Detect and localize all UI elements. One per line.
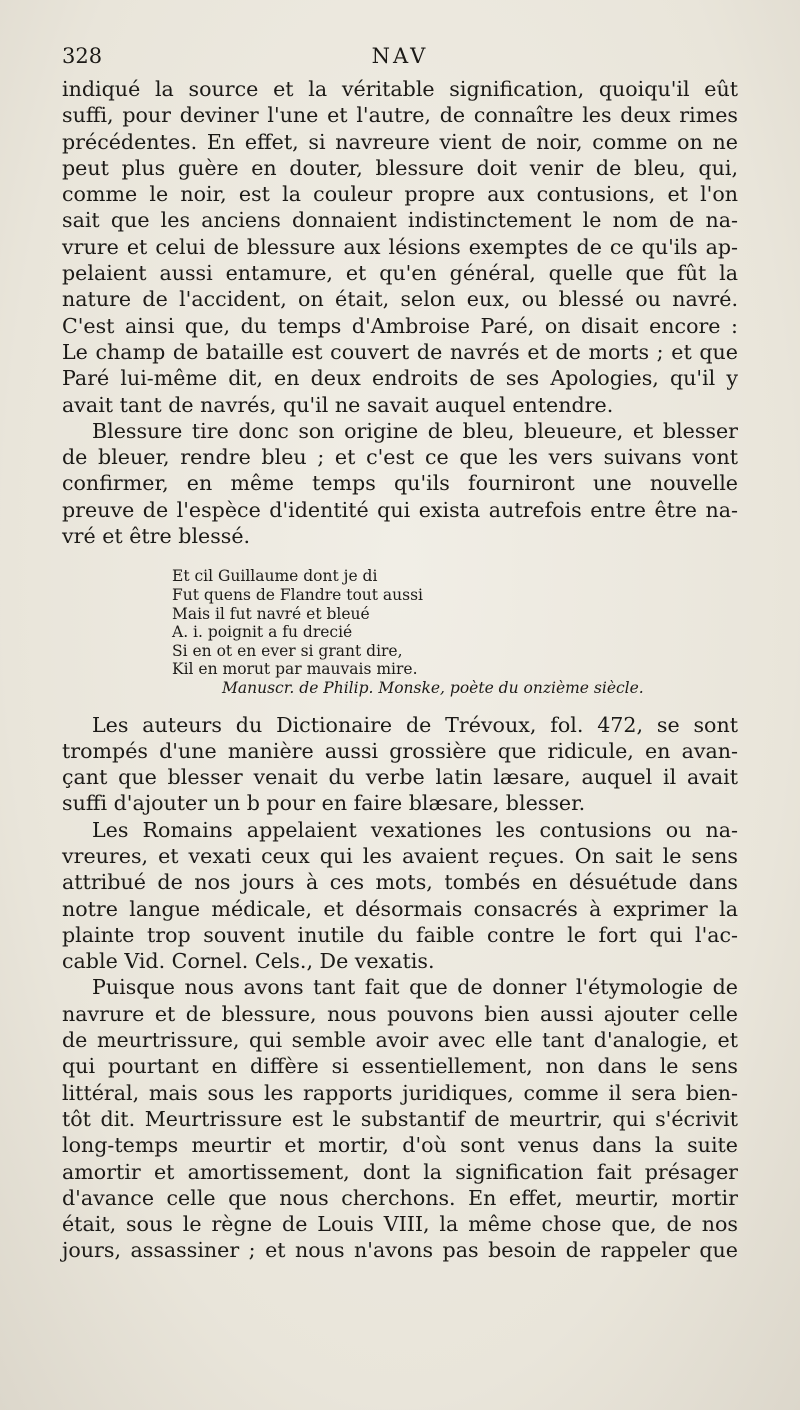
text-line: amortir et amortissement, dont la signification fait présager [62, 1159, 738, 1184]
paragraph-1 [62, 76, 738, 418]
text-line: de meurtrissure, qui semble avoir avec elle tant d'analogie, et [62, 1028, 738, 1053]
page-body [62, 76, 738, 1264]
text-line: confirmer, en même temps qu'ils fourniront une nouvelle [62, 471, 738, 496]
text-line: avait tant de navrés, qu'il ne savait auquel entendre. [62, 392, 614, 417]
verse-line: Et cil Guillaume dont je di [172, 567, 378, 586]
verse-line: A. i. poignit a fu drecié [172, 623, 353, 642]
text-line: pelaient aussi entamure, et qu'en général, quelle que fût la [62, 261, 738, 286]
text-line: était, sous le règne de Louis VIII, la même chose que, de nos [62, 1212, 738, 1237]
text-line: preuve de l'espèce d'identité qui exista autrefois entre être na- [62, 497, 738, 522]
text-line: C'est ainsi que, du temps d'Ambroise Paré, on disait encore : [62, 313, 738, 338]
text-line: Les auteurs du Dictionaire de Trévoux, fol. 472, se sont [92, 712, 738, 737]
text-line: vreures, et vexati ceux qui les avaient reçues. On sait le sens [62, 843, 738, 868]
text-line: Paré lui-même dit, en deux endroits de ses Apologies, qu'il y [62, 366, 738, 391]
text-line: plainte trop souvent inutile du faible contre le fort qui l'ac- [62, 922, 738, 947]
text-line: çant que blesser venait du verbe latin læsare, auquel il avait [62, 765, 738, 790]
text-line: tôt dit. Meurtrissure est le substantif de meurtrir, qui s'écrivit [62, 1106, 738, 1131]
verse-line: Fut quens de Flandre tout aussi [172, 585, 424, 604]
text-line: notre langue médicale, et désormais consacrés à exprimer la [62, 896, 738, 921]
paragraph-4 [62, 817, 738, 975]
paragraph-3 [62, 712, 738, 817]
text-line: sait que les anciens donnaient indistinctement le nom de na- [62, 208, 738, 233]
text-line: précédentes. En effet, si navreure vient de noir, comme on ne [62, 129, 738, 154]
text-line: d'avance celle que nous cherchons. En effet, meurtir, mortir [62, 1185, 738, 1210]
text-line: nature de l'accident, on était, selon eux, ou blessé ou navré. [62, 287, 738, 312]
text-line: qui pourtant en diffère si essentiellement, non dans le sens [62, 1054, 738, 1079]
text-line: jours, assassiner ; et nous n'avons pas besoin de rappeler que [62, 1238, 738, 1263]
text-line: comme le noir, est la couleur propre aux contusions, et l'on [62, 182, 738, 207]
text-line: vrure et celui de blessure aux lésions exemptes de ce qu'ils ap- [62, 234, 738, 259]
verse-line: Si en ot en ever si grant dire, [172, 641, 403, 660]
verse-source-text: Manuscr. de Philip. Monske, poète du onzième siècle. [222, 678, 644, 697]
text-line: de bleuer, rendre bleu ; et c'est ce que les vers suivans vont [62, 445, 738, 470]
text-line: navrure et de blessure, nous pouvons bien aussi ajouter celle [62, 1001, 738, 1026]
verse-line: Mais il fut navré et bleué [172, 604, 370, 623]
text-line: Puisque nous avons tant fait que de donner l'étymologie de [92, 975, 738, 1000]
verse-source [172, 679, 738, 698]
text-line: indiqué la source et la véritable signification, quoiqu'il eût [62, 77, 738, 101]
verse-quotation [62, 567, 738, 697]
text-line: Les Romains appelaient vexationes les contusions ou na- [92, 817, 738, 842]
text-line: cable Vid. Cornel. Cels., De vexatis. [62, 949, 435, 974]
text-line: Blessure tire donc son origine de bleu, bleueure, et blesser [92, 418, 738, 443]
page-header [62, 44, 738, 74]
text-line: suffi, pour deviner l'une et l'autre, de connaître les deux rimes [62, 103, 738, 128]
paragraph-2 [62, 418, 738, 549]
text-line: littéral, mais sous les rapports juridiques, comme il sera bien- [62, 1080, 738, 1105]
text-line: suffi d'ajouter un b pour en faire blæsare, blesser. [62, 791, 586, 816]
page-number: 328 [62, 44, 103, 68]
text-line: long-temps meurtir et mortir, d'où sont venus dans la suite [62, 1133, 738, 1158]
paragraph-5 [62, 974, 738, 1263]
verse-line: Kil en morut par mauvais mire. [172, 660, 418, 679]
running-title: NAV [371, 44, 429, 68]
text-line: peut plus guère en douter, blessure doit venir de bleu, qui, [62, 155, 738, 180]
text-line: vré et être blessé. [62, 524, 251, 549]
text-line: trompés d'une manière aussi grossière que ridicule, en avan- [62, 738, 738, 763]
text-line: Le champ de bataille est couvert de navrés et de morts ; et que [62, 339, 738, 364]
text-line: attribué de nos jours à ces mots, tombés en désuétude dans [62, 870, 738, 895]
